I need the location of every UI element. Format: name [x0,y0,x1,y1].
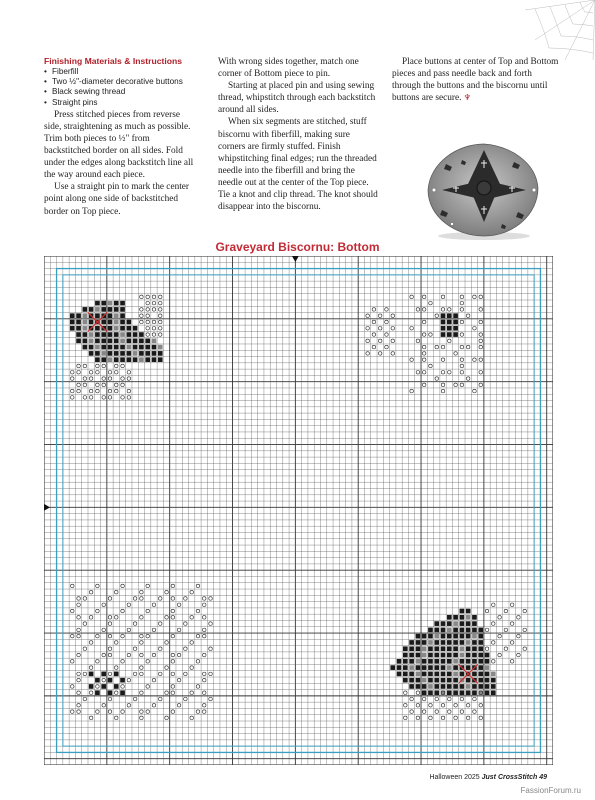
cross-stitch-chart [44,256,553,765]
biscornu-photo [422,140,544,240]
instructions-column-2 [218,56,378,213]
instruction-paragraph: With wrong sides together, match one corner of Bottom piece to pin. [218,57,359,80]
instructions-column-3 [392,56,562,104]
material-item: • Fiberfill [44,67,196,77]
instruction-paragraph: When six segments are stitched, stuff biscornu with fiberfill, making sure corners are firmly stuffed. Finish whipstitching final edges; run the threaded needle into the fiberfill and bring the needle out at the center of the Top piece. Tie a knot and clip thread. The knot should disappear into the biscornu. [218,117,378,213]
watermark: FassionForum.ru [520,786,581,795]
materials-list [44,67,196,108]
instruction-paragraph: Place buttons at center of Top and Bottom pieces and pass needle back and forth through the buttons and the biscornu until buttons are secure. ♆ [392,57,559,104]
instructions-column-1 [44,56,196,218]
cobweb-decoration [525,0,595,60]
instruction-paragraph: Press stitched pieces from reverse side, straightening as much as possible. Trim both pieces to ½" from backstitched border on all sides. Fold under the edges along backstitch line all the way around each piece. [44,109,194,181]
material-item: • Straight pins [44,98,196,108]
page-number: 49 [539,774,547,781]
issue-label: Halloween 2025 [429,774,480,781]
magazine-name: Just CrossStitch [481,774,538,781]
page-footer [429,774,547,781]
finishing-heading: Finishing Materials & Instructions [44,56,182,66]
chart-title: Graveyard Biscornu: Bottom [215,240,380,254]
material-item: • Two ½"-diameter decorative buttons [44,77,196,87]
end-mark-icon: ♆ [463,93,471,103]
instruction-paragraph: Starting at placed pin and using sewing thread, whipstitch through each backstitch around all sides. [218,81,376,116]
material-item: • Black sewing thread [44,87,196,97]
instruction-paragraph: Use a straight pin to mark the center point along one side of backstitched border on Top piece. [44,182,190,217]
